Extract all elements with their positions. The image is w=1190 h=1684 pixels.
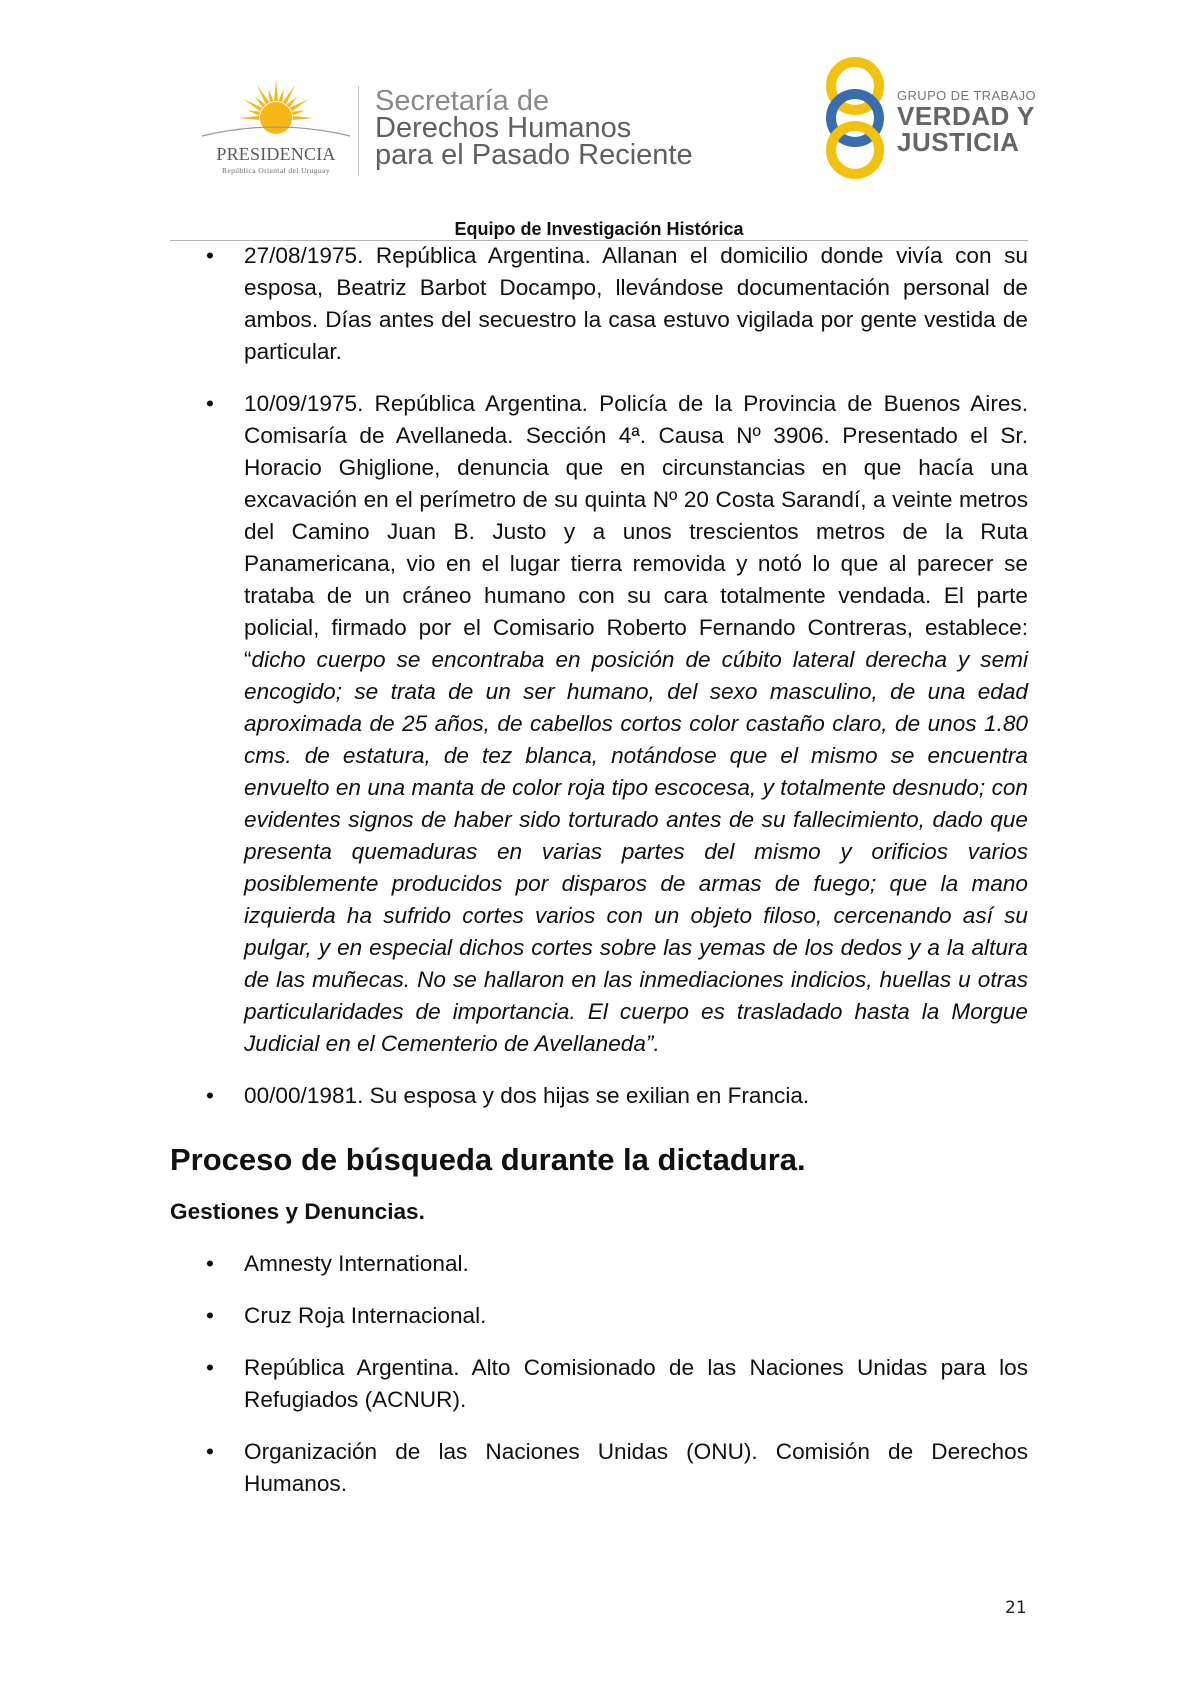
subsection-title: Gestiones y Denuncias. <box>170 1199 425 1224</box>
gestion-item <box>170 1248 1028 1280</box>
sun-ray <box>278 89 283 102</box>
gestion-item <box>170 1436 1028 1500</box>
event-text: 00/00/1981. Su esposa y dos hijas se exilian en Francia. <box>244 1083 810 1108</box>
bullet-glyph: • <box>206 1303 214 1328</box>
verdad-justicia-rings-icon <box>820 56 890 180</box>
bullet-glyph: • <box>206 391 214 416</box>
event-item <box>170 240 1028 368</box>
sun-ray <box>238 116 259 120</box>
justicia-label: JUSTICIA <box>897 127 1020 157</box>
sun-emblem-icon <box>196 78 356 144</box>
sun-ray <box>274 80 278 101</box>
grupo-trabajo-label: GRUPO DE TRABAJO <box>897 88 1037 103</box>
bullet-glyph: • <box>206 1251 214 1276</box>
presidencia-logo <box>196 78 356 178</box>
presidencia-sublabel: República Oriental del Uruguay <box>221 166 330 175</box>
event-text: 27/08/1975. República Argentina. Allanan el domicilio donde vivía con su esposa, Beatriz Barbot Docampo, llevándose documentación personal de ambos. Días antes del secuestro la casa estuvo vigilada por gente vestida de particular. <box>244 243 1028 364</box>
bullet-glyph: • <box>206 1355 214 1380</box>
event-item <box>170 388 1028 1060</box>
police-report-tail: . El cuerpo es trasladado hasta la Morgue Judicial en el Cementerio de Avellaneda”. <box>244 999 1028 1056</box>
gestion-item <box>170 1300 1028 1332</box>
document-body <box>170 240 1028 1520</box>
presidencia-label: PRESIDENCIA <box>216 144 336 164</box>
bullet-glyph: • <box>206 1439 214 1464</box>
gestion-item <box>170 1352 1028 1416</box>
page-header <box>0 0 1190 240</box>
grupo-trabajo-logo-text <box>897 88 1036 155</box>
sun-ray <box>293 116 314 120</box>
gestion-text: República Argentina. Alto Comisionado de las Naciones Unidas para los Refugiados (ACNUR). <box>244 1355 1028 1412</box>
sun-ray <box>247 110 260 115</box>
police-report-quote: dicho cuerpo se encontraba en posición de cúbito lateral derecha y semi encogido; se trata de un ser humano, del sexo masculino, de una edad aproximada de 25 años, de cabellos cortos color castaño claro, de unos 1.80 cms. de estatura, de tez blanca, notándose que el mismo se encuentra envuelto en una manta de color roja tipo escocesa, y totalmente desnudo; con evidentes signos de haber sido torturado antes de su fallecimiento, dado que presenta quemaduras en varias partes del mismo y orificios varios posiblemente producidos por disparos de armas de fuego; que la mano izquierda ha sufrido cortes varios con un objeto filoso, cercenando así su pulgar, y en especial dichos cortes sobre las yemas de los dedos y a la altura de las muñecas. No se hallaron en las inmediaciones indicios, huellas u otras particularidades de importancia <box>244 647 1028 1024</box>
bullet-glyph: • <box>206 1083 214 1108</box>
bullet-glyph: • <box>206 243 214 268</box>
secretaria-logo-text <box>375 85 693 171</box>
team-title: Equipo de Investigación Histórica <box>454 219 744 239</box>
gestion-text: Cruz Roja Internacional. <box>244 1303 487 1328</box>
gestion-text: Amnesty International. <box>244 1251 469 1276</box>
event-item <box>170 1080 1028 1112</box>
sun-ray <box>268 89 273 102</box>
page-number: 21 <box>1005 1598 1027 1618</box>
secretaria-line-1: Secretaría de <box>375 85 550 117</box>
verdad-label: VERDAD Y <box>897 101 1035 131</box>
event-text-with-quote <box>244 388 1028 1060</box>
gestion-text: Organización de las Naciones Unidas (ONU). Comisión de Derechos Humanos. <box>244 1439 1028 1496</box>
secretaria-line-3: para el Pasado Reciente <box>375 139 693 171</box>
secretaria-line-2: Derechos Humanos <box>375 112 632 144</box>
sun-ray <box>292 110 305 115</box>
logo-divider <box>358 86 359 176</box>
section-title: Proceso de búsqueda durante la dictadura. <box>170 1142 806 1177</box>
event-text: 10/09/1975. República Argentina. Policía de la Provincia de Buenos Aires. Comisaría de Avellaneda. Sección 4ª. Causa Nº 3906. Presentado el Sr. Horacio Ghiglione, denuncia que en circunstancias en que hacía una excavación en el perímetro de su quinta Nº 20 Costa Sarandí, a veinte metros del Camino Juan B. Justo y a unos trescientos metros de la Ruta Panamericana, vio en el lugar tierra removida y notó lo que al parecer se trataba de un cráneo humano con su cara totalmente vendada. El parte policial, firmado por el Comisario Roberto Fernando Contreras, establece: “ <box>244 391 1028 672</box>
